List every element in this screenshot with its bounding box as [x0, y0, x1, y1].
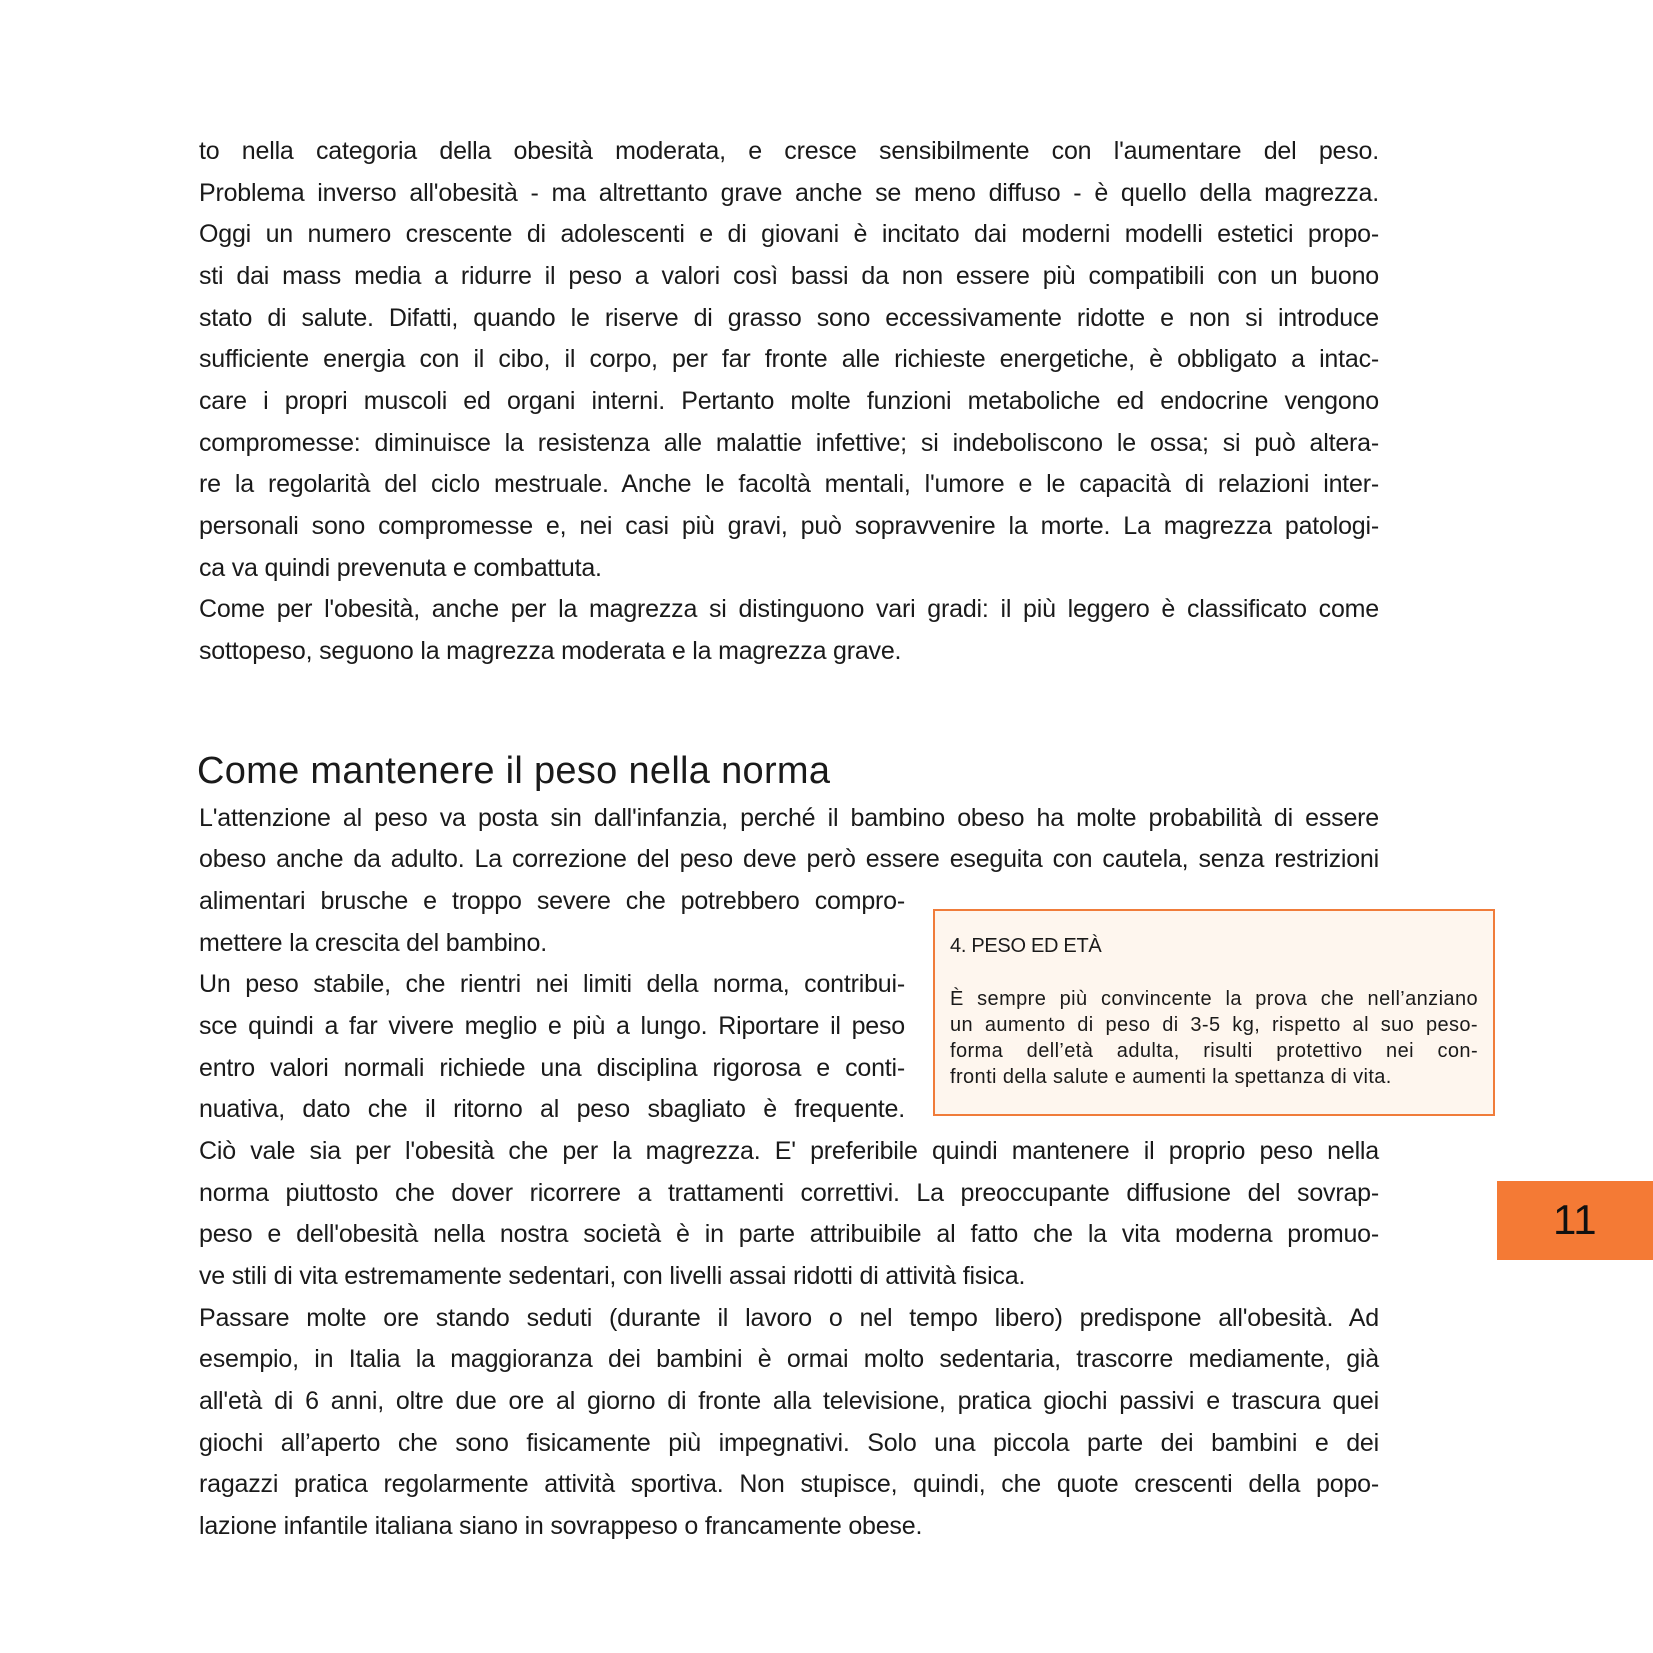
- text-line: mettere la crescita del bambino.: [199, 929, 547, 957]
- text-line: peso e dell'obesità nella nostra società è in parte attribuibile al fatto che la vita moderna promuo-: [199, 1220, 1379, 1248]
- text-line: Passare molte ore stando seduti (durante il lavoro o nel tempo libero) predispone all'obesità. Ad: [199, 1304, 1379, 1332]
- text-line: stato di salute. Difatti, quando le riserve di grasso sono eccessivamente ridotte e non si introduce: [199, 304, 1379, 332]
- text-line: all'età di 6 anni, oltre due ore al giorno di fronte alla televisione, pratica giochi passivi e trascura quei: [199, 1387, 1379, 1415]
- text-line: ve stili di vita estremamente sedentari, con livelli assai ridotti di attività fisica.: [199, 1262, 1026, 1290]
- info-box-line: fronti della salute e aumenti la spettanza di vita.: [950, 1066, 1392, 1088]
- info-box-title: 4. PESO ED ETÀ: [950, 935, 1102, 957]
- info-box-line: È sempre più convincente la prova che nell’anziano: [950, 988, 1478, 1010]
- text-line: L'attenzione al peso va posta sin dall'infanzia, perché il bambino obeso ha molte probabilità di essere: [199, 804, 1379, 832]
- text-line: Un peso stabile, che rientri nei limiti della norma, contribui-: [199, 970, 905, 998]
- page-number: 11: [1553, 1196, 1597, 1243]
- text-line: sottopeso, seguono la magrezza moderata e la magrezza grave.: [199, 637, 902, 665]
- text-line: lazione infantile italiana siano in sovrappeso o francamente obese.: [199, 1512, 923, 1540]
- page-number-tab: [1497, 1181, 1653, 1260]
- text-line: sce quindi a far vivere meglio e più a lungo. Riportare il peso: [199, 1012, 905, 1040]
- text-line: entro valori normali richiede una disciplina rigorosa e conti-: [199, 1054, 905, 1082]
- text-line: sti dai mass media a ridurre il peso a valori così bassi da non essere più compatibili con un buono: [199, 262, 1379, 290]
- section-heading: Come mantenere il peso nella norma: [197, 750, 831, 792]
- text-line: to nella categoria della obesità moderata, e cresce sensibilmente con l'aumentare del peso.: [199, 137, 1379, 165]
- text-line: giochi all’aperto che sono fisicamente più impegnativi. Solo una piccola parte dei bambini e dei: [199, 1429, 1379, 1457]
- text-line: Problema inverso all'obesità - ma altrettanto grave anche se meno diffuso - è quello della magrezza.: [199, 179, 1379, 207]
- text-line: esempio, in Italia la maggioranza dei bambini è ormai molto sedentaria, trascorre mediamente, già: [199, 1345, 1379, 1373]
- text-line: personali sono compromesse e, nei casi più gravi, può sopravvenire la morte. La magrezza patologi-: [199, 512, 1379, 540]
- text-line: re la regolarità del ciclo mestruale. Anche le facoltà mentali, l'umore e le capacità di relazioni inter-: [199, 470, 1379, 498]
- text-line: ragazzi pratica regolarmente attività sportiva. Non stupisce, quindi, che quote crescenti della popo-: [199, 1470, 1379, 1498]
- text-line: Ciò vale sia per l'obesità che per la magrezza. E' preferibile quindi mantenere il proprio peso nella: [199, 1137, 1379, 1165]
- text-line: sufficiente energia con il cibo, il corpo, per far fronte alle richieste energetiche, è obbligato a intac-: [199, 345, 1379, 373]
- info-box: [933, 909, 1495, 1116]
- text-line: norma piuttosto che dover ricorrere a trattamenti correttivi. La preoccupante diffusione del sovrap-: [199, 1179, 1379, 1207]
- text-line: obeso anche da adulto. La correzione del peso deve però essere eseguita con cautela, senza restrizioni: [199, 845, 1379, 873]
- text-line: compromesse: diminuisce la resistenza alle malattie infettive; si indeboliscono le ossa; si può altera-: [199, 429, 1379, 457]
- text-line: nuativa, dato che il ritorno al peso sbagliato è frequente.: [199, 1095, 905, 1123]
- text-line: care i propri muscoli ed organi interni. Pertanto molte funzioni metaboliche ed endocrine vengono: [199, 387, 1379, 415]
- text-line: ca va quindi prevenuta e combattuta.: [199, 554, 602, 582]
- info-box-line: un aumento di peso di 3-5 kg, rispetto al suo peso-: [950, 1014, 1478, 1036]
- text-line: Oggi un numero crescente di adolescenti e di giovani è incitato dai moderni modelli estetici propo-: [199, 220, 1379, 248]
- info-box-line: forma dell’età adulta, risulti protettivo nei con-: [950, 1040, 1478, 1062]
- text-line: alimentari brusche e troppo severe che potrebbero compro-: [199, 887, 905, 915]
- text-line: Come per l'obesità, anche per la magrezza si distinguono vari gradi: il più leggero è classificato come: [199, 595, 1379, 623]
